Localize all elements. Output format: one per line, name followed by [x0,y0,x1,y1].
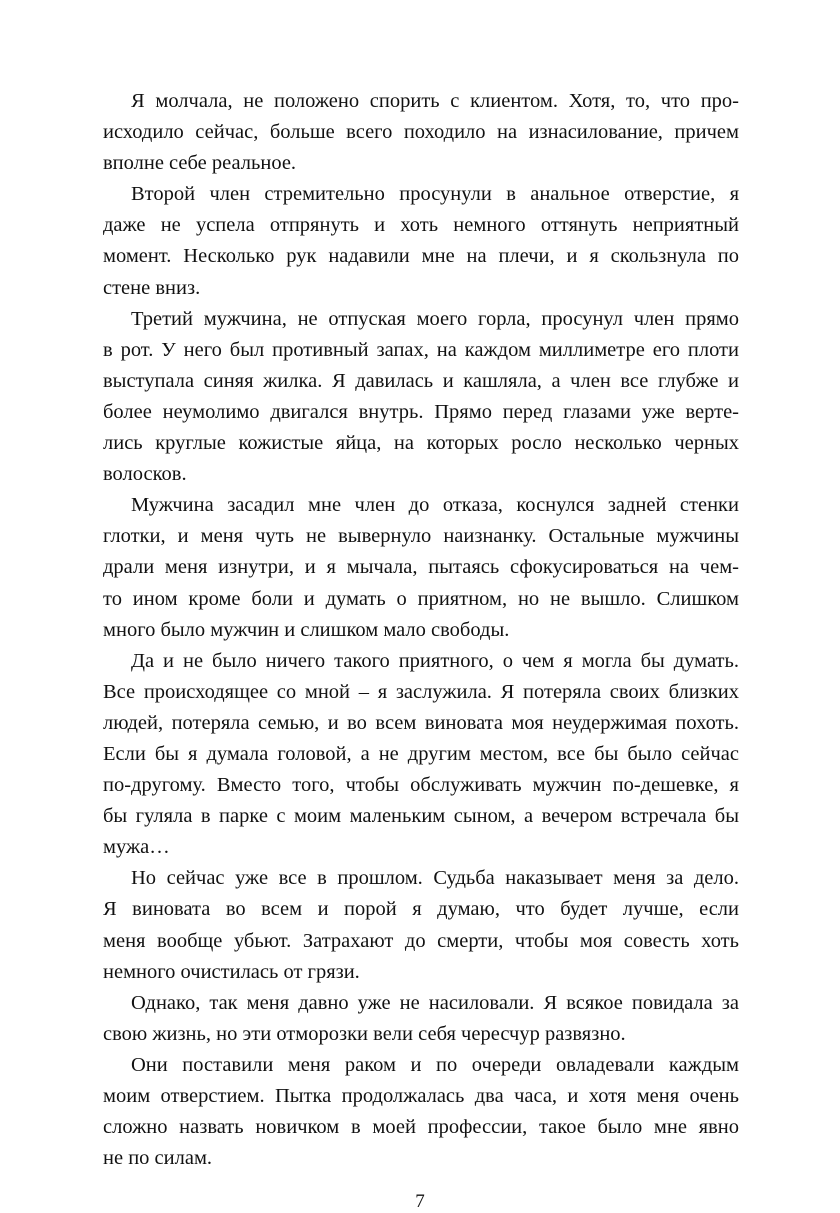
text-line: лись круглые кожистые яйца, на которых росло несколько черных [103,432,739,455]
text-line: стене вниз. [103,276,201,299]
text-line: Но сейчас уже все в прошлом. Судьба наказывает меня за дело. [131,867,739,890]
paragraph [103,1050,739,1174]
text-line: не по силам. [103,1147,213,1170]
text-line: по-другому. Вместо того, чтобы обслуживать мужчин по-дешевке, я [103,774,739,797]
paragraph [103,86,739,179]
text-line: Я виновата во всем и порой я думаю, что будет лучше, если [103,898,739,921]
text-line: выступала синяя жилка. Я давилась и кашляла, а член все глубже и [103,369,739,392]
text-line: момент. Несколько рук надавили мне на плечи, и я скользнула по [103,245,739,268]
paragraph [103,179,739,303]
page-number: 7 [415,1191,425,1212]
text-line: моим отверстием. Пытка продолжалась два часа, и хотя меня очень [103,1085,739,1107]
text-line: волосков. [103,463,187,486]
text-line: в рот. У него был противный запах, на каждом миллиметре его плоти [103,338,739,361]
text-line: много было мужчин и слишком мало свободы. [103,618,510,641]
text-line: глотки, и меня чуть не вывернуло наизнанку. Остальные мужчины [103,525,739,548]
text-line: мужа… [103,836,170,859]
text-line: даже не успела отпрянуть и хоть немного оттянуть неприятный [103,214,739,237]
text-line: Если бы я думала головой, а не другим местом, все бы было сейчас [103,742,739,765]
text-line: исходило сейчас, больше всего походило на изнасилование, причем [103,121,739,144]
paragraph [103,863,739,987]
text-line: Все происходящее со мной – я заслужила. Я потеряла своих близких [103,680,739,703]
text-line: меня вообще убьют. Затрахают до смерти, чтобы моя совесть хоть [103,929,739,952]
paragraph [103,988,739,1050]
text-line: Да и не было ничего такого приятного, о чем я могла бы думать. [131,649,739,672]
text-line: Мужчина засадил мне член до отказа, коснулся задней стенки [131,494,739,517]
paragraph [103,490,739,645]
text-line: драли меня изнутри, и я мычала, пытаясь сфокусироваться на чем- [103,556,739,579]
text-line: свою жизнь, но эти отморозки вели себя чересчур развязно. [103,1022,626,1045]
text-line: Третий мужчина, не отпуская моего горла, просунул член прямо [131,307,739,330]
text-line: сложно назвать новичком в моей профессии, такое было мне явно [103,1116,739,1139]
text-line: то ином кроме боли и думать о приятном, но не вышло. Слишком [103,587,739,610]
text-line: Второй член стремительно просунули в анальное отверстие, я [131,183,739,206]
text-line: более неумолимо двигался внутрь. Прямо перед глазами уже верте- [103,400,739,423]
text-line: Они поставили меня раком и по очереди овладевали каждым [131,1053,739,1076]
text-line: немного очистилась от грязи. [103,960,360,983]
text-line: вполне себе реальное. [103,152,297,175]
paragraph [103,304,739,491]
paragraph [103,646,739,864]
text-line: Однако, так меня давно уже не насиловали. Я всякое повидала за [131,991,739,1014]
text-line: бы гуляла в парке с моим маленьким сыном, а вечером встречала бы [103,805,739,828]
text-line: людей, потеряла семью, и во всем виновата моя неудержимая похоть. [103,711,739,734]
text-line: Я молчала, не положено спорить с клиентом. Хотя, то, что про- [131,90,739,112]
page-text [103,86,739,1174]
